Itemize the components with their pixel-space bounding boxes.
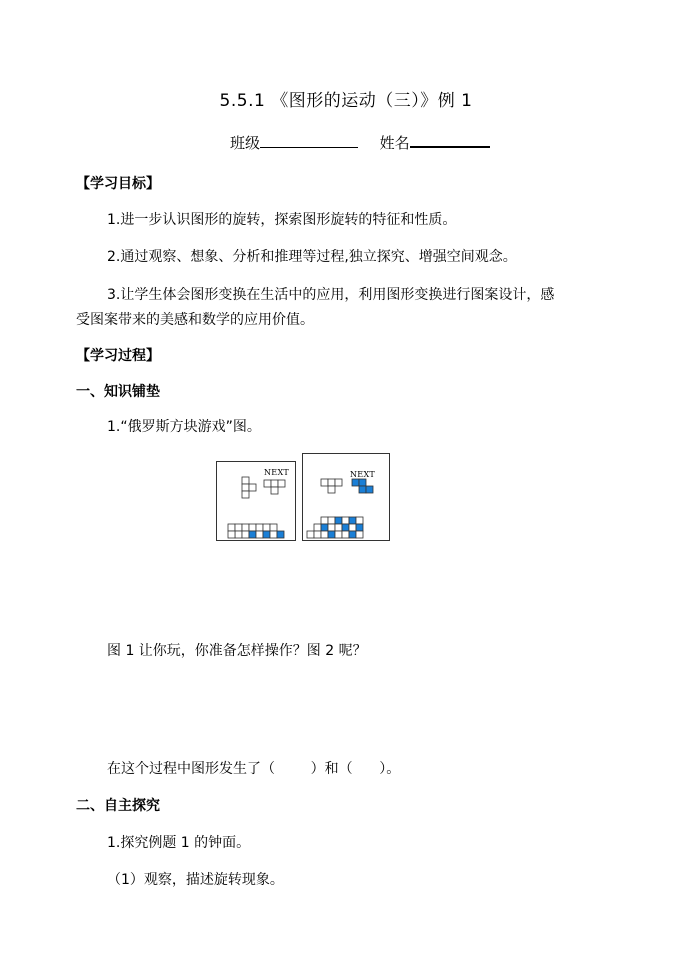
next-label-2: NEXT [350, 470, 376, 479]
page-title: 5.5.1 《图形的运动（三）》例 1 [219, 91, 473, 111]
name-blank [410, 132, 490, 148]
goal-item-3-cont: 受图案带来的美感和数学的应用价值。 [76, 312, 314, 328]
tetris-grid-1 [217, 462, 295, 540]
goal-item-1: 1.进一步认识图形的旋转，探索图形旋转的特征和性质。 [107, 212, 457, 228]
next-label-1: NEXT [264, 468, 290, 477]
process-heading: 【学习过程】 [76, 348, 160, 364]
part2-sub-1: （1）观察，描述旋转现象。 [107, 872, 284, 888]
part2-item-1: 1.探究例题 1 的钟面。 [107, 835, 251, 851]
question-text: 图 1 让你玩，你准备怎样操作？图 2 呢？ [107, 643, 367, 659]
goals-heading: 【学习目标】 [76, 176, 160, 192]
goal-item-2: 2.通过观察、想象、分析和推理等过程,独立探究、增强空间观念。 [107, 249, 517, 265]
tetris-grid-2 [303, 454, 389, 540]
name-label: 姓名 [379, 134, 410, 152]
class-blank [260, 133, 358, 148]
class-label: 班级 [230, 134, 261, 152]
class-name-line [230, 132, 490, 153]
part2-heading: 二、自主探究 [76, 798, 160, 814]
part1-item-1: 1.“俄罗斯方块游戏”图。 [107, 419, 261, 435]
tetris-figure-2 [302, 453, 390, 541]
part1-heading: 一、知识铺垫 [76, 384, 160, 400]
goal-item-3: 3.让学生体会图形变换在生活中的应用，利用图形变换进行图案设计，感 [107, 287, 555, 303]
fill-blank-text: 在这个过程中图形发生了（ ）和（ ）。 [107, 761, 401, 777]
tetris-figure-1 [216, 461, 296, 541]
